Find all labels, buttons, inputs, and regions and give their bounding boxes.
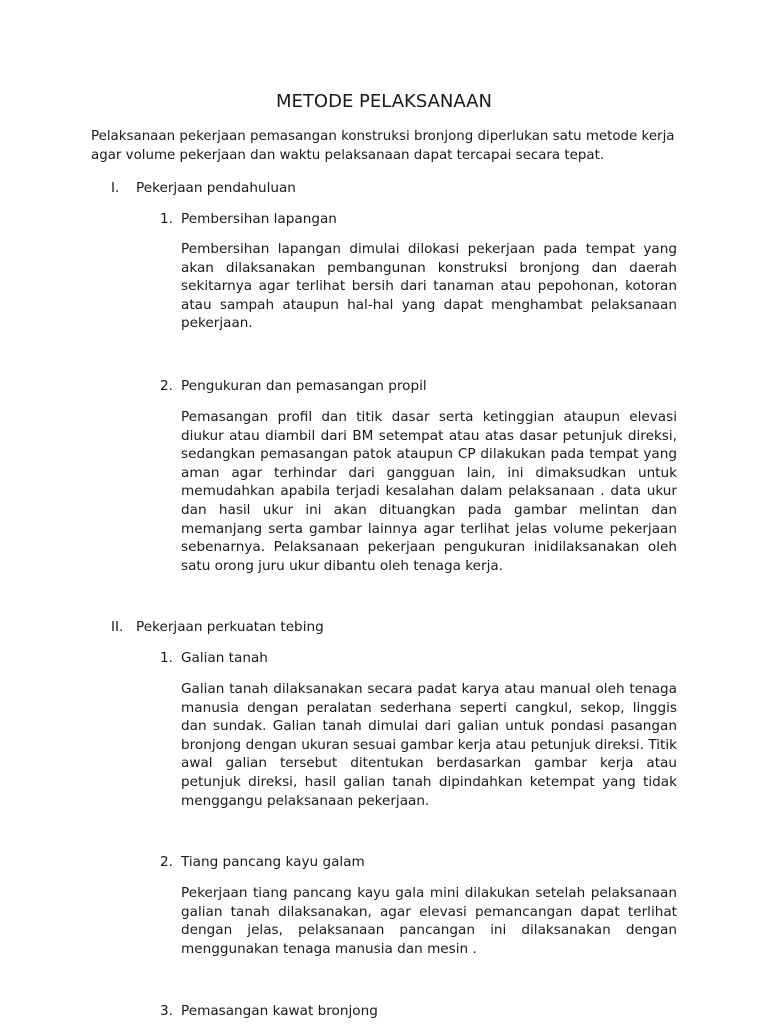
item-1-2-heading <box>160 377 427 395</box>
item-number: 2. <box>160 854 173 870</box>
item-number: 1. <box>160 211 173 227</box>
item-title: Pengukuran dan pemasangan propil <box>181 378 427 394</box>
item-number: 1. <box>160 650 173 666</box>
intro-paragraph: Pelaksanaan pekerjaan pemasangan konstruksi bronjong diperlukan satu metode kerja agar volume pekerjaan dan waktu pelaksanaan dapat tercapai secara tepat. <box>91 129 675 163</box>
section-2-title: Pekerjaan perkuatan tebing <box>136 619 324 635</box>
item-number: 2. <box>160 378 173 394</box>
item-2-2-paragraph: Pekerjaan tiang pancang kayu gala mini dilakukan setelah pelaksanaan galian tanah dilaksanakan, agar elevasi pemancangan dapat terlihat dengan jelas, pelaksanaan pancangan ini dilaksanakan dengan menggunakan tenaga manusia dan mesin . <box>181 885 677 957</box>
item-title: Tiang pancang kayu galam <box>181 854 365 870</box>
item-1-1-heading <box>160 210 337 228</box>
item-2-2-heading <box>160 853 365 871</box>
item-title: Pembersihan lapangan <box>181 211 337 227</box>
section-1-title: Pekerjaan pendahuluan <box>136 180 296 196</box>
item-2-1-paragraph: Galian tanah dilaksanakan secara padat karya atau manual oleh tenaga manusia dengan peralatan sederhana seperti cangkul, sekop, linggis dan sundak. Galian tanah dimulai dari galian untuk pondasi pasangan bronjong dengan ukuran sesuai gambar kerja atau petunjuk direksi. Titik awal galian tersebut ditentukan berdasarkan gambar kerja atau petunjuk direksi, hasil galian tanah dipindahkan ketempat yang tidak menggangu pelaksanaan pekerjaan. <box>181 681 677 809</box>
section-1-numeral: I. <box>111 180 120 196</box>
section-2-numeral: II. <box>111 619 124 635</box>
item-2-3-heading <box>160 1002 378 1020</box>
item-title: Galian tanah <box>181 650 268 666</box>
item-number: 3. <box>160 1003 173 1019</box>
item-2-1-heading <box>160 649 268 667</box>
item-title: Pemasangan kawat bronjong <box>181 1003 378 1019</box>
item-1-2-paragraph: Pemasangan profil dan titik dasar serta ketinggian ataupun elevasi diukur atau diambil dari BM setempat atau atas dasar petunjuk direksi, sedangkan pemasangan patok ataupun CP dilakukan pada tempat yang aman agar terhindar dari gangguan lain, ini dimaksudkan untuk memudahkan apabila terjadi kesalahan dalam pelaksanaan . data ukur dan hasil ukur ini akan dituangkan pada gambar melintan dan memanjang serta gambar lainnya agar terlihat jelas volume pekerjaan sebenarnya. Pelaksanaan pekerjaan pengukuran inidilaksanakan oleh satu orong juru ukur dibantu oleh tenaga kerja. <box>181 409 677 574</box>
item-1-1-paragraph: Pembersihan lapangan dimulai dilokasi pekerjaan pada tempat yang akan dilaksanakan pembangunan konstruksi bronjong dan daerah sekitarnya agar terlihat bersih dari tanaman atau pepohonan, kotoran atau sampah ataupun hal-hal yang dapat menghambat pelaksanaan pekerjaan. <box>181 241 677 332</box>
document-title: METODE PELAKSANAAN <box>276 91 492 112</box>
